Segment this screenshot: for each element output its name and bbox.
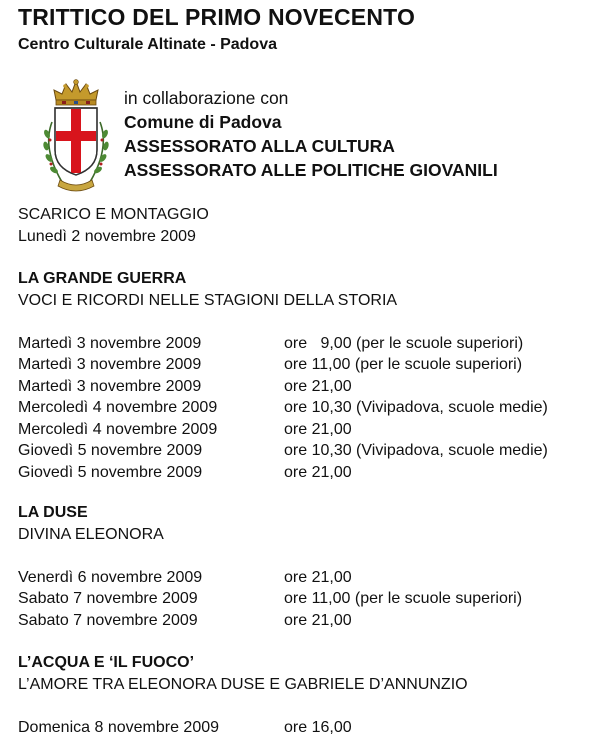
- show-title: LA GRANDE GUERRA: [18, 270, 187, 287]
- collaboration-line: Comune di Padova: [124, 112, 282, 132]
- show-subtitle: L’AMORE TRA ELEONORA DUSE E GABRIELE D’ANNUNZIO: [18, 675, 468, 693]
- schedule-day: Venerdì 6 novembre 2009: [18, 568, 203, 586]
- schedule-row: [18, 397, 548, 419]
- schedule-time: ore 11,00 (per le scuole superiori): [284, 356, 523, 373]
- show-section-la-duse: [18, 502, 523, 631]
- collaboration-intro: in collaborazione con: [124, 88, 289, 108]
- page-title: TRITTICO DEL PRIMO NOVECENTO: [18, 4, 416, 30]
- schedule-time: ore 11,00 (per le scuole superiori): [284, 590, 523, 607]
- show-subtitle: DIVINA ELEONORA: [18, 525, 164, 543]
- schedule-time: ore 21,00: [284, 377, 352, 395]
- schedule-time: ore 21,00: [284, 420, 352, 438]
- setup-title: SCARICO E MONTAGGIO: [18, 206, 209, 223]
- schedule-row: [18, 717, 468, 739]
- show-title: L’ACQUA E ‘IL FUOCO’: [18, 654, 195, 671]
- show-title: LA DUSE: [18, 504, 88, 521]
- schedule-day: Giovedì 5 novembre 2009: [18, 463, 203, 481]
- schedule-time: ore 21,00: [284, 463, 352, 481]
- schedule-row: [18, 440, 548, 462]
- schedule-row: [18, 376, 397, 398]
- schedule-day: Martedì 3 novembre 2009: [18, 334, 202, 352]
- setup-section: [18, 204, 209, 247]
- show-subtitle: VOCI E RICORDI NELLE STAGIONI DELLA STORIA: [18, 291, 398, 309]
- schedule-row: [18, 462, 397, 484]
- schedule-time: ore 10,30 (Vivipadova, scuole medie): [284, 442, 548, 459]
- schedule-day: Martedì 3 novembre 2009: [18, 356, 202, 373]
- padova-coat-of-arms-icon: [40, 78, 112, 196]
- schedule-row: [18, 567, 352, 589]
- setup-date: Lunedì 2 novembre 2009: [18, 227, 196, 245]
- schedule-day: Giovedì 5 novembre 2009: [18, 442, 203, 459]
- schedule-day: Sabato 7 novembre 2009: [18, 611, 198, 629]
- collaboration-line: ASSESSORATO ALLE POLITICHE GIOVANILI: [124, 160, 498, 180]
- schedule-day: Sabato 7 novembre 2009: [18, 590, 198, 607]
- schedule-day: Mercoledì 4 novembre 2009: [18, 399, 218, 416]
- schedule-row: [18, 333, 524, 355]
- schedule-row: [18, 419, 397, 441]
- schedule-time: ore 21,00: [284, 568, 352, 586]
- schedule-row: [18, 354, 523, 376]
- schedule-row: [18, 588, 523, 610]
- show-section-acqua-fuoco: [18, 652, 468, 738]
- schedule-time: ore 9,00 (per le scuole superiori): [284, 334, 524, 352]
- show-section-grande-guerra: [18, 268, 548, 483]
- collaboration-line: ASSESSORATO ALLA CULTURA: [124, 136, 395, 156]
- schedule-time: ore 16,00: [284, 718, 352, 736]
- schedule-day: Martedì 3 novembre 2009: [18, 377, 202, 395]
- schedule-day: Domenica 8 novembre 2009: [18, 718, 220, 736]
- schedule-day: Mercoledì 4 novembre 2009: [18, 420, 218, 438]
- schedule-time: ore 10,30 (Vivipadova, scuole medie): [284, 399, 548, 416]
- collaboration-block: [124, 86, 498, 182]
- schedule-time: ore 21,00: [284, 611, 352, 629]
- page-subtitle: Centro Culturale Altinate - Padova: [18, 36, 277, 53]
- schedule-row: [18, 610, 352, 632]
